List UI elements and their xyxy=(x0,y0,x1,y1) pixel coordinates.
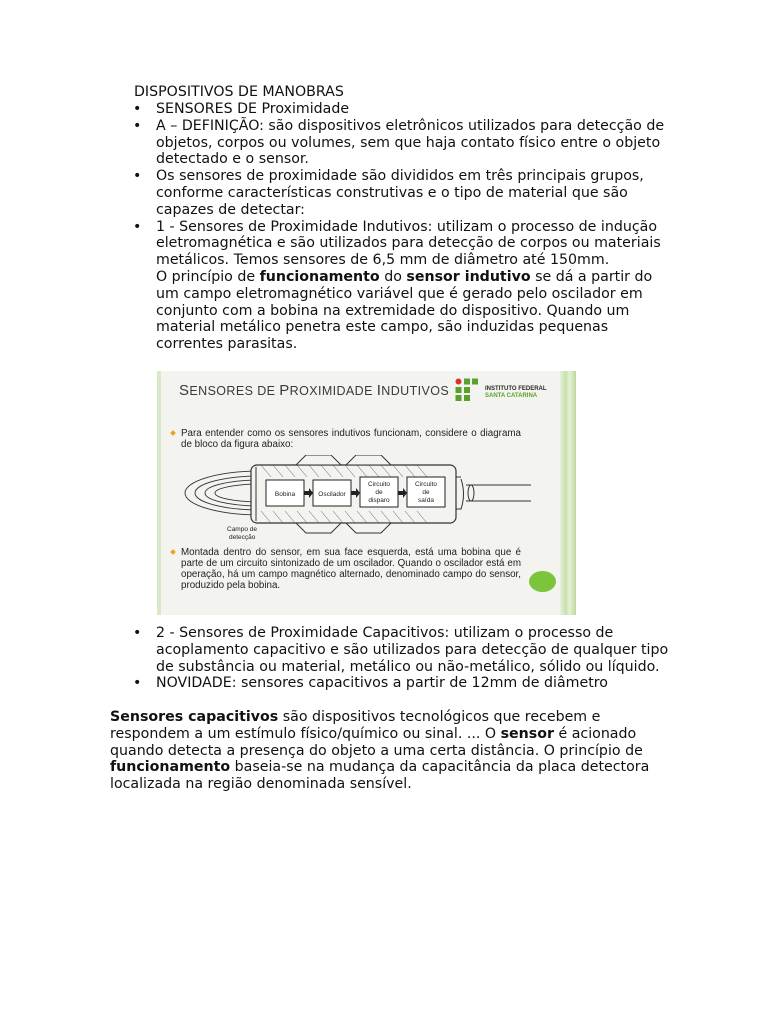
bullet-text: 2 - Sensores de Proximidade Capacitivos: utilizam o processo de acoplamento capacitivo e são utilizados para detecção de qualquer tipo de substância ou material, metálico ou não-metálico, sólido ou líquido. xyxy=(156,625,669,675)
text-run: se dá a partir do um campo eletromagnético variável que é gerado pelo oscilador em conjunto com a bobina na extremidade do dispositivo. Quando um material metálico penetra este campo, são induzidas pequenas correntes parasitas. xyxy=(156,268,653,353)
diamond-bullet-icon xyxy=(170,430,176,436)
bullet-list xyxy=(134,101,674,353)
hex-nut-bottom-right xyxy=(346,523,391,533)
svg-text:Circuito: Circuito xyxy=(414,481,438,488)
bullet-text: 1 - Sensores de Proximidade Indutivos: utilizam o processo de indução eletromagnética e são utilizados para detecção de corpos ou materiais metálicos. Temos sensores de 6,5 mm de diâmetro até 150mm. xyxy=(156,218,661,269)
slide-right-strip xyxy=(560,371,576,615)
slide-image xyxy=(157,371,576,615)
list-item xyxy=(134,168,674,218)
bullet-dot: • xyxy=(133,675,142,692)
bullet-text: Os sensores de proximidade são divididos em três principais grupos, conforme características construtivas e o tipo de material que são capazes de detectar: xyxy=(156,168,644,218)
list-item xyxy=(134,625,674,675)
svg-text:de: de xyxy=(375,489,383,496)
text-run: baseia-se na mudança da capacitância da placa detectora localizada na região denominada sensível. xyxy=(110,759,650,793)
bullet-text: NOVIDADE: sensores capacitivos a partir de 12mm de diâmetro xyxy=(156,675,608,692)
svg-text:Campo de: Campo de xyxy=(227,526,257,533)
bullet-dot: • xyxy=(133,117,142,134)
institute-logo-icon xyxy=(455,378,479,402)
institute-logo-text: INSTITUTO FEDERAL SANTA CATARINA xyxy=(485,386,547,399)
svg-text:Circuito: Circuito xyxy=(367,481,391,488)
bold-run: sensor xyxy=(500,725,554,742)
capacitive-sensors-paragraph xyxy=(110,709,650,793)
svg-text:de: de xyxy=(422,489,430,496)
bullet-text: A – DEFINIÇÃO: são dispositivos eletrônicos utilizados para detecção de objetos, corpos ou volumes, sem que haja contato físico entre o objeto detectado e o sensor. xyxy=(156,117,665,168)
hex-nut-bottom-left xyxy=(296,523,341,533)
slide-left-strip xyxy=(157,371,161,615)
bold-run: sensor indutivo xyxy=(406,268,531,285)
svg-text:disparo: disparo xyxy=(368,497,390,504)
bullet-dot: • xyxy=(133,168,142,185)
list-item xyxy=(134,219,674,269)
slide-title: SENSORES DE PROXIMIDADE INDUTIVOS xyxy=(179,382,450,399)
bullet-dot: • xyxy=(133,625,142,641)
text-run: são dispositivos tecnológicos que recebem e respondem a um estímulo físico/químico ou sinal. ... O xyxy=(110,709,601,742)
hex-nut-top-right xyxy=(346,455,391,465)
bold-run: funcionamento xyxy=(110,759,231,776)
bold-run: funcionamento xyxy=(259,268,380,285)
hex-nut-top-left xyxy=(296,455,341,465)
bullet-list xyxy=(134,625,674,692)
block-diagram xyxy=(181,455,531,545)
list-item xyxy=(134,675,674,692)
list-item xyxy=(134,118,674,168)
bullet-dot: • xyxy=(133,218,142,235)
slide-bullet: Montada dentro do sensor, em sua face esquerda, está uma bobina que é parte de um circuito sintonizado de um oscilador. Quando o oscilador está em operação, há um campo magnético alternado, denominado campo do sensor, produzido pela bobina. xyxy=(181,547,521,591)
text-run: O princípio de xyxy=(156,268,260,285)
green-circle-decoration xyxy=(529,571,556,592)
svg-text:detecção: detecção xyxy=(229,534,256,541)
bullet-text: SENSORES DE Proximidade xyxy=(156,101,350,117)
document-title: DISPOSITIVOS DE MANOBRAS xyxy=(134,84,344,100)
text-run: é acionado quando detecta a presença do objeto a uma certa distância. O princípio de xyxy=(110,725,643,759)
inductive-principle-paragraph xyxy=(134,269,674,353)
slide-bullet: Para entender como os sensores indutivos funcionam, considere o diagrama de bloco da figura abaixo: xyxy=(181,428,521,450)
bullet-dot: • xyxy=(133,101,142,117)
svg-text:saída: saída xyxy=(418,497,434,504)
svg-text:Oscilador: Oscilador xyxy=(318,491,346,498)
list-item xyxy=(134,101,674,118)
bold-run: Sensores capacitivos xyxy=(110,709,279,725)
text-run: do xyxy=(379,268,407,285)
cable xyxy=(466,485,531,501)
diamond-bullet-icon xyxy=(170,549,176,555)
svg-text:Bobina: Bobina xyxy=(274,491,296,498)
